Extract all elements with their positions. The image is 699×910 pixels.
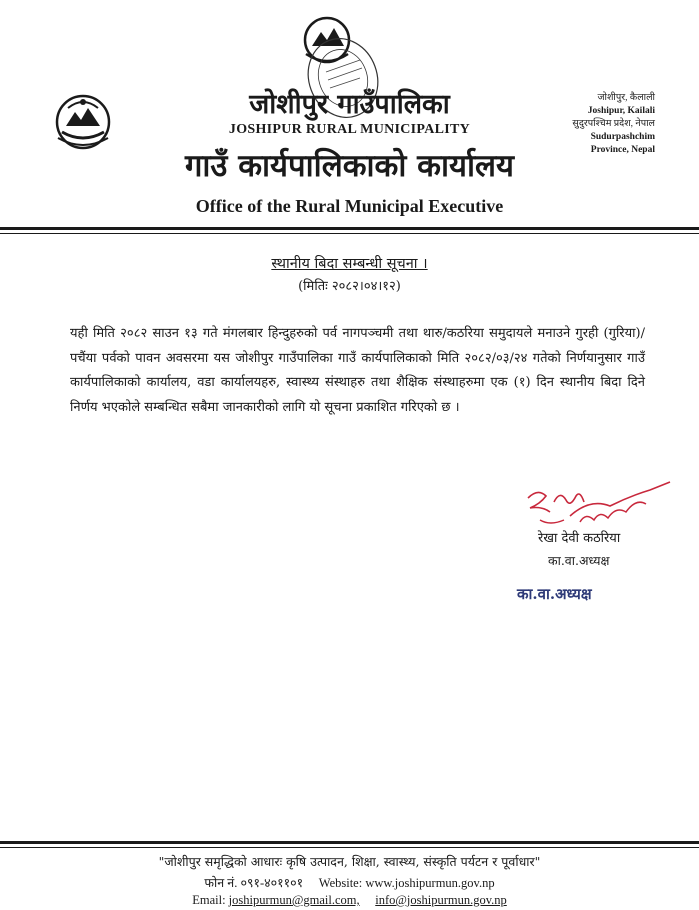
email-link-gmail[interactable]: joshipurmun@gmail.com,	[228, 893, 360, 907]
email-label: Email:	[192, 893, 226, 907]
header-divider-thin	[0, 233, 699, 234]
municipality-name-np: जोशीपुर गाउँपालिका	[249, 89, 450, 120]
office-address	[572, 92, 655, 157]
notice-date: (मितिः २०८२।०४।१२)	[298, 279, 401, 294]
address-line: जोशीपुर, कैलाली	[597, 93, 655, 103]
email-link-info[interactable]: info@joshipurmun.gov.np	[375, 893, 507, 907]
notice-body: यही मिति २०८२ साउन १३ गते मंगलबार हिन्दुहरुको पर्व नागपञ्चमी तथा थारु/कठरिया समुदायले मनाउने गुरही (गुरिया)/पचैंया पर्वको पावन अवसरमा यस जोशीपुर गाउँपालिका गाउँ कार्यपालिकाको मिति २०८२/०३/२४ गतेको निर्णयानुसार गाउँ कार्यपालिकाको कार्यालय, वडा कार्यालयहरु, स्वास्थ्य संस्थाहरु तथा शैक्षिक संस्थाहरुमा एक (१) दिन स्थानीय बिदा दिने निर्णय भएकोले सम्बन्धित सबैमा जानकारीको लागि यो सूचना प्रकाशित गरिएको छ ।	[70, 326, 645, 415]
footer-divider	[0, 841, 699, 844]
notice-title	[0, 253, 699, 273]
signer-name: रेखा देवी कठरिया	[538, 531, 621, 546]
footer-motto: "जोशीपुर समृद्धिको आधारः कृषि उत्पादन, शिक्षा, स्वास्थ्य, संस्कृति पर्यटन र पूर्वाधार"	[158, 854, 541, 869]
header-divider	[0, 227, 699, 230]
office-name-np: गाउँ कार्यपालिकाको कार्यालय	[184, 148, 515, 184]
municipality-name-en: JOSHIPUR RURAL MUNICIPALITY	[228, 122, 471, 137]
footer-divider-thin	[0, 847, 699, 848]
address-line: Sudurpashchim	[590, 132, 655, 142]
footer-emails	[0, 893, 699, 908]
footer-contact	[0, 874, 699, 891]
address-line: Joshipur, Kailali	[587, 106, 655, 116]
address-line: सुदुरपश्चिम प्रदेश, नेपाल	[572, 119, 655, 129]
signer-title: का.वा.अध्यक्ष	[548, 553, 610, 568]
address-line: Province, Nepal	[590, 145, 655, 155]
notice-title-text: स्थानीय बिदा सम्बन्धी सूचना ।	[271, 256, 428, 272]
phone-number: फोन नं. ०९१-४०११०१	[204, 876, 304, 890]
website-link[interactable]: Website: www.joshipurmun.gov.np	[318, 876, 495, 890]
office-name-en: Office of the Rural Municipal Executive	[195, 196, 504, 216]
designation-stamp: का.वा.अध्यक्ष	[517, 585, 592, 603]
